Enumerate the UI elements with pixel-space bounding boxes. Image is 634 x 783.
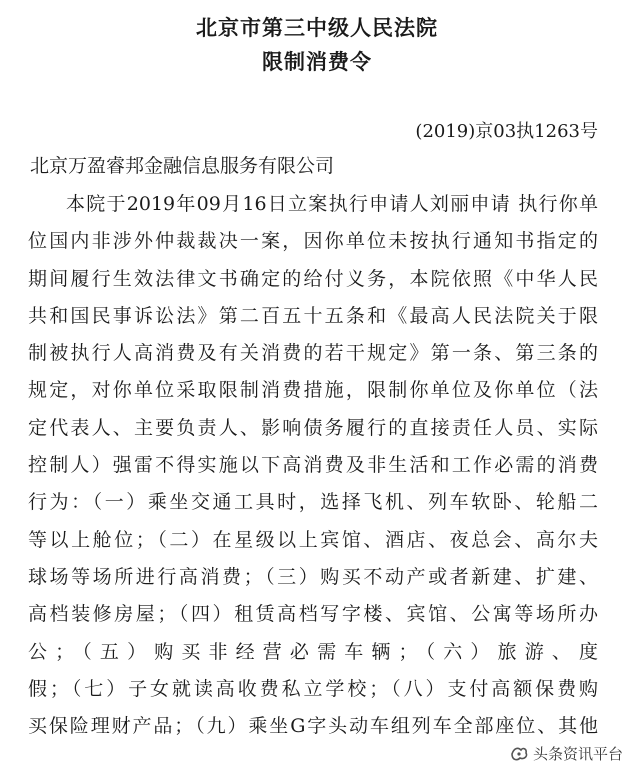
body-line: 期间履行生效法律文书确定的给付义务，本院依照《中华人民	[28, 267, 598, 290]
body-line: 规定，对你单位采取限制消费措施，限制你单位及你单位（法	[28, 379, 598, 402]
addressee: 北京万盈睿邦金融信息服务有限公司	[30, 155, 335, 177]
watermark	[506, 742, 626, 765]
body-line: 公；（五）购买非经营必需车辆；（六）旅游、度	[28, 640, 598, 663]
body-line: 共和国民事诉讼法》第二百五十五条和《最高人民法院关于限	[28, 304, 598, 327]
body-line: 等以上舱位；（二）在星级以上宾馆、酒店、夜总会、高尔夫	[28, 528, 598, 551]
case-number: (2019)京03执1263号	[415, 121, 598, 142]
body-line: 高档装修房屋；（四）租赁高档写字楼、宾馆、公寓等场所办	[28, 603, 598, 626]
toutiao-logo-icon	[509, 745, 529, 763]
body-line: 位国内非涉外仲裁裁决一案，因你单位未按执行通知书指定的	[28, 230, 598, 253]
body-line: 定代表人、主要负责人、影响债务履行的直接责任人员、实际	[28, 416, 598, 439]
watermark-text: 头条资讯平台	[532, 745, 623, 763]
body-line: 本院于2019年09月16日立案执行申请人刘丽申请 执行你单	[66, 193, 598, 215]
court-name-heading: 北京市第三中级人民法院	[196, 16, 438, 40]
body-line: 行为：（一）乘坐交通工具时，选择飞机、列车软卧、轮船二	[28, 491, 598, 514]
body-line: 买保险理财产品；（九）乘坐G字头动车组列车全部座位、其他	[28, 715, 598, 738]
body-line: 球场等场所进行高消费；（三）购买不动产或者新建、扩建、	[28, 565, 598, 588]
body-line: 假；（七）子女就读高收费私立学校；（八）支付高额保费购	[28, 677, 598, 700]
body-line: 制被执行人高消费及有关消费的若干规定》第一条、第三条的	[28, 342, 598, 365]
body-line: 控制人）强雷不得实施以下高消费及非生活和工作必需的消费	[28, 454, 598, 477]
body-paragraph	[28, 186, 598, 745]
document-type-heading: 限制消费令	[262, 50, 372, 74]
